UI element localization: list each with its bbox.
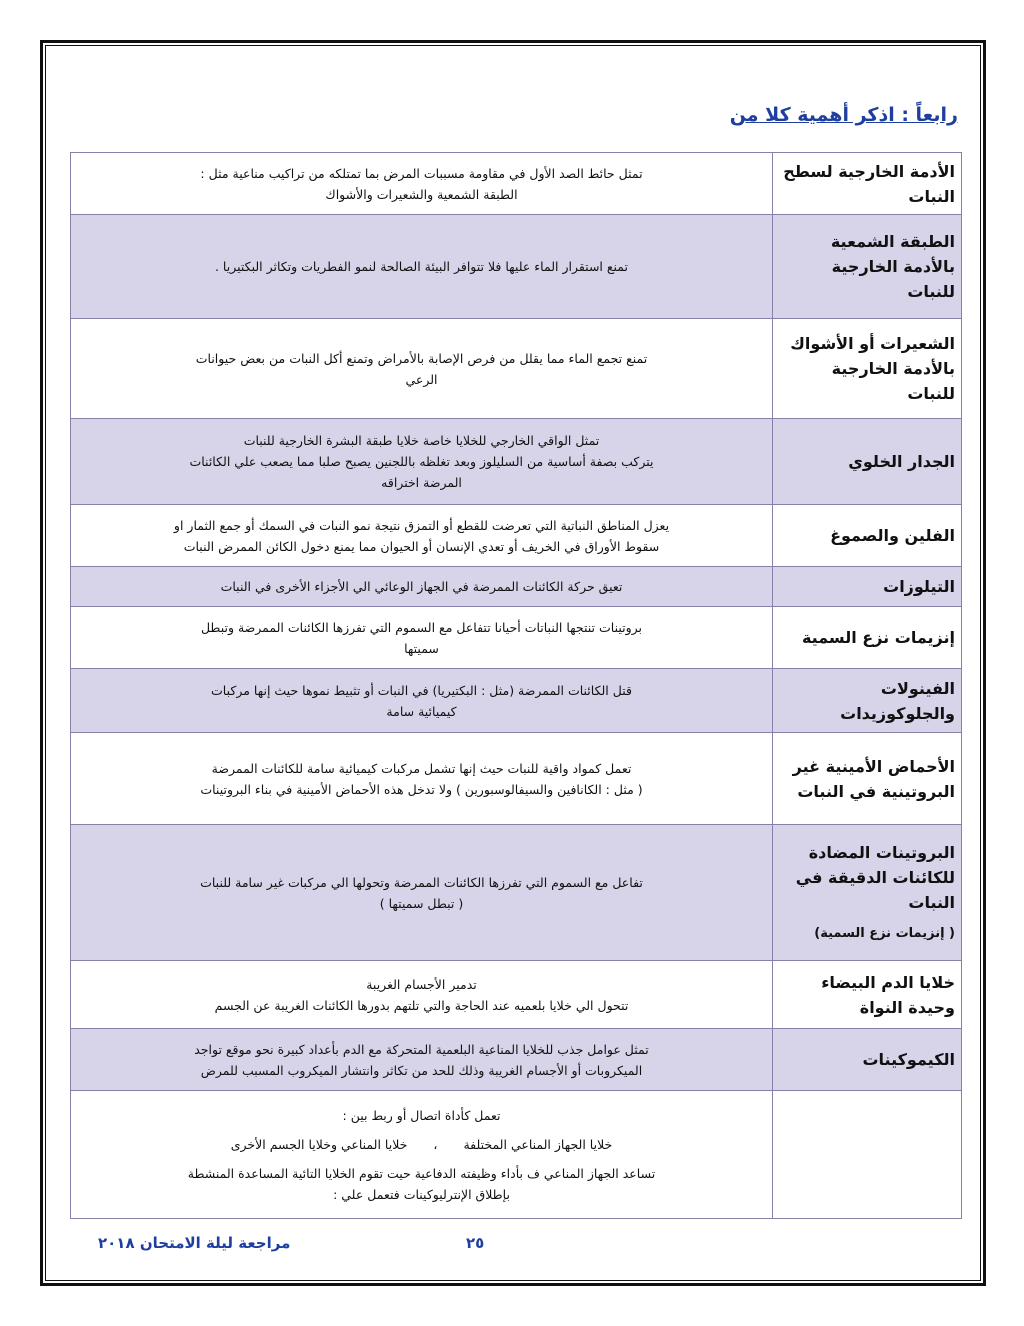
row-term: التيلوزات (773, 567, 962, 607)
table-row (71, 1029, 962, 1091)
row-term: الفلين والصموغ (773, 505, 962, 567)
row-description: تمنع استقرار الماء عليها فلا تتوافر البيئة الصالحة لنمو الفطريات وتكاثر البكتيريا . (71, 215, 773, 319)
footer-title: مراجعة ليلة الامتحان ٢٠١٨ (98, 1234, 291, 1252)
row-term: الشعيرات أو الأشواك بالأدمة الخارجية للنبات (773, 319, 962, 419)
table-row (71, 1091, 962, 1219)
row-description: تدمير الأجسام الغريبة تتحول الي خلايا بلعميه عند الحاجة والتي تلتهم بدورها الكائنات الغريبة عن الجسم (71, 961, 773, 1029)
table-row (71, 825, 962, 961)
row-term: إنزيمات نزع السمية (773, 607, 962, 669)
row-description: يعزل المناطق النباتية التي تعرضت للقطع أو التمزق نتيجة نمو النبات في السمك أو جمع الثمار او سقوط الأوراق في الخريف أو تعدي الإنسان أو الحيوان مما يمنع دخول الكائن الممرض النبات (71, 505, 773, 567)
row-term: الجدار الخلوي (773, 419, 962, 505)
linked-items: خلايا الجهاز المناعي المختلفة ، خلايا المناعي وخلايا الجسم الأخرى (230, 1136, 613, 1152)
table-row (71, 419, 962, 505)
row-term (773, 1091, 962, 1219)
table-row (71, 567, 962, 607)
row-description: تعمل كمواد واقية للنبات حيث إنها تشمل مركبات كيميائية سامة للكائنات الممرضة ( مثل : الكانافين والسيفالوسبورين ) ولا تدخل هذه الأحماض الأمينية في بناء البروتينات (71, 733, 773, 825)
row-term: الأدمة الخارجية لسطح النبات (773, 153, 962, 215)
row-description: تعيق حركة الكائنات الممرضة في الجهاز الوعائي الي الأجزاء الأخرى في النبات (71, 567, 773, 607)
row-description: قتل الكائنات الممرضة (مثل : البكتيريا) في النبات أو تثبيط نموها حيث إنها مركبات كيميائية سامة (71, 669, 773, 733)
section-heading: رابعاً : اذكر أهمية كلا من (729, 104, 958, 126)
row-description: تعمل كأداة اتصال أو ربط بين : خلايا الجهاز المناعي المختلفة ، خلايا المناعي وخلايا الجسم الأخرى تساعد الجهاز المناعي ف بأداء وظيفته الدفاعية حيت تقوم الخلايا التائية المساعدة المنشطة بإطلاق الإنترليوكينات فتعمل علي : (71, 1091, 773, 1219)
row-term-note: ( إنزيمات نزع السمية) (814, 925, 955, 941)
table-row (71, 319, 962, 419)
row-term: الكيموكينات (773, 1029, 962, 1091)
row-term: الأحماض الأمينية غير البروتينية في النبات (773, 733, 962, 825)
table-row (71, 607, 962, 669)
row-description: تفاعل مع السموم التي تفرزها الكائنات الممرضة وتحولها الي مركبات غير سامة للنبات ( تبطل سميتها ) (71, 825, 773, 961)
row-term: الفينولات والجلوكوزيدات (773, 669, 962, 733)
table-row (71, 505, 962, 567)
table-row (71, 669, 962, 733)
row-description: تمثل الواقي الخارجي للخلايا خاصة خلايا طبقة البشرة الخارجية للنبات يتركب بصفة أساسية من السليلوز وبعد تغلظه باللجنين يصبح صلبا مما يصعب علي الكائنات المرضة اختراقه (71, 419, 773, 505)
table-row (71, 961, 962, 1029)
row-description: تمثل حائط الصد الأول في مقاومة مسببات المرض بما تمتلكه من تراكيب مناعية مثل : الطبقة الشمعية والشعيرات والأشواك (71, 153, 773, 215)
row-description: تمثل عوامل جذب للخلايا المناعية البلعمية المتحركة مع الدم بأعداد كبيرة نحو موقع تواجد الميكروبات أو الأجسام الغريبة وذلك للحد من تكاثر وانتشار الميكروب المسبب للمرض (71, 1029, 773, 1091)
row-description: بروتينات تنتجها النباتات أحيانا تتفاعل مع السموم التي تفرزها الكائنات الممرضة وتبطل سميتها (71, 607, 773, 669)
table-row (71, 215, 962, 319)
row-description: تمنع تجمع الماء مما يقلل من فرص الإصابة بالأمراض وتمنع أكل النبات من بعض حيوانات الرعي (71, 319, 773, 419)
row-term: الطبقة الشمعية بالأدمة الخارجية للنبات (773, 215, 962, 319)
table-row (71, 733, 962, 825)
importance-table (70, 152, 962, 1219)
row-term: خلايا الدم البيضاء وحيدة النواة (773, 961, 962, 1029)
page-number: ٢٥ (466, 1234, 485, 1252)
row-term: البروتينات المضادة للكائنات الدقيقة في النبات ( إنزيمات نزع السمية) (773, 825, 962, 961)
table-row (71, 153, 962, 215)
